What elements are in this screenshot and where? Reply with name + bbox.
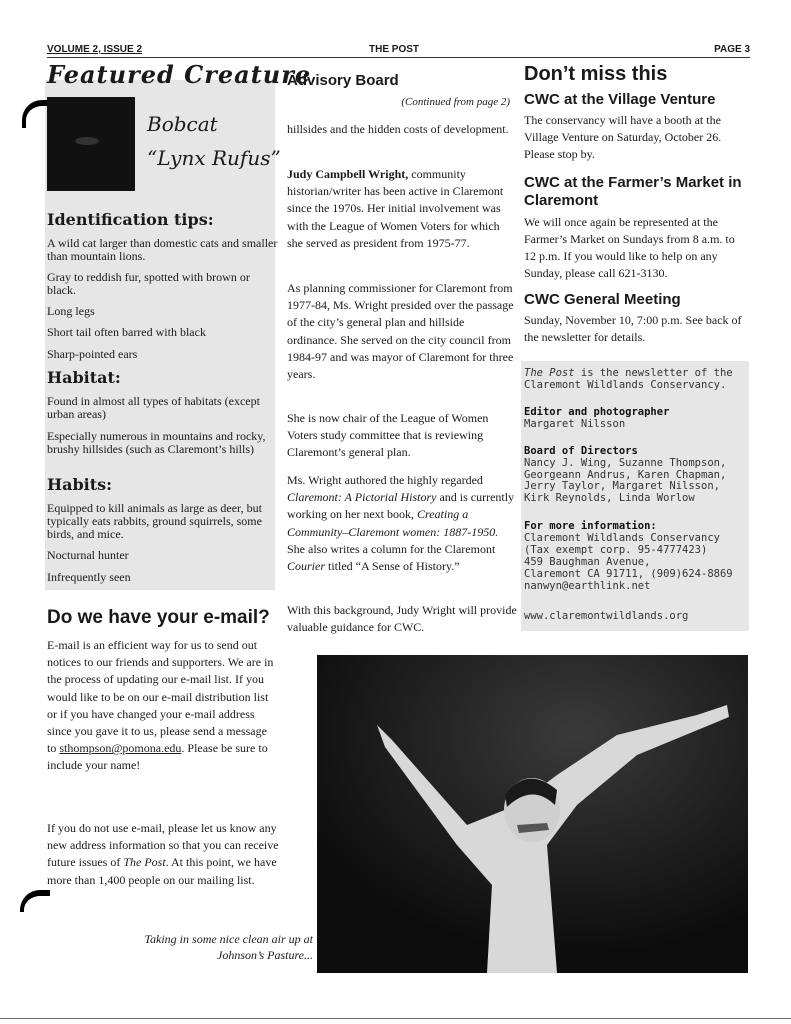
book-title: Creating a Community–Claremont women: 1887-1950.	[287, 507, 499, 539]
habits-item: Infrequently seen	[47, 570, 131, 584]
farmers-market-heading: CWC at the Farmer’s Market in Claremont	[524, 174, 742, 209]
email-heading: Do we have your e-mail?	[47, 607, 270, 628]
email-paragraph-1	[47, 637, 279, 775]
advisory-text: She also writes a column for the Claremont	[287, 541, 496, 556]
identification-heading: Identification tips:	[47, 210, 214, 229]
featured-animal-name: Bobcat	[147, 112, 218, 136]
info-line: Claremont Wildlands Conservancy	[524, 532, 720, 544]
habits-heading: Habits:	[47, 475, 113, 494]
habits-item: Nocturnal hunter	[47, 548, 129, 562]
info-line: (Tax exempt corp. 95-4777423)	[524, 544, 708, 556]
header-rule	[47, 57, 750, 58]
volume-issue: VOLUME 2, ISSUE 2	[47, 44, 143, 55]
advisory-paragraph	[287, 472, 517, 575]
identification-tip: Gray to reddish fur, spotted with brown or black.	[47, 270, 250, 297]
email-link[interactable]: sthompson@pomona.edu	[59, 741, 182, 756]
farmers-market-text: We will once again be represented at the Farmer’s Market on Sundays from 8 a.m. to 12 p.m. If you would like to help on any Sunday, please call 621-3130.	[524, 215, 735, 280]
editor-name: Margaret Nilsson	[524, 418, 626, 430]
advisory-paragraph	[287, 166, 517, 252]
publication-name: Courier	[287, 559, 326, 574]
advisory-paragraph: With this background, Judy Wright will provide valuable guidance for CWC.	[287, 603, 517, 635]
swash-decoration-icon	[22, 100, 48, 128]
page-number: PAGE 3	[714, 44, 750, 55]
advisory-paragraph: She is now chair of the League of Women Voters study committee that is reviewing Claremont’s general plan.	[287, 411, 489, 460]
person-arms-outstretched-photo-icon	[317, 655, 748, 973]
habitat-item: Found in almost all types of habitats (except urban areas)	[47, 394, 260, 421]
identification-tip: Short tail often barred with black	[47, 325, 206, 339]
advisory-paragraph: hillsides and the hidden costs of development.	[287, 122, 509, 136]
masthead-intro	[524, 368, 746, 391]
identification-tip: Long legs	[47, 304, 95, 318]
person-name: Judy Campbell Wright,	[287, 167, 409, 181]
website-link[interactable]: www.claremontwildlands.org	[524, 610, 689, 622]
swash-decoration-icon	[20, 890, 50, 912]
general-meeting-heading: CWC General Meeting	[524, 291, 681, 308]
newsletter-title: THE POST	[369, 44, 420, 55]
advisory-text: titled “A Sense of History.”	[325, 559, 460, 574]
email-text: . At this point, we have more than 1,400 people on our mailing list.	[47, 855, 277, 887]
continued-note: (Continued from page 2)	[401, 96, 510, 108]
habitat-heading: Habitat:	[47, 368, 121, 387]
board-label: Board of Directors	[524, 445, 638, 457]
newsletter-name: The Post	[123, 855, 166, 870]
email-text: . Please be sure to include your name!	[47, 741, 268, 773]
advisory-board-heading: Advisory Board	[287, 72, 399, 89]
identification-tip: Sharp-pointed ears	[47, 347, 138, 361]
featured-animal-latin: “Lynx Rufus”	[147, 146, 281, 170]
footer-rule	[0, 1018, 791, 1019]
bobcat-photo-icon	[47, 97, 135, 191]
advisory-text: Ms. Wright authored the highly regarded	[287, 473, 483, 487]
advisory-text: community historian/writer has been active in Claremont since the 1970s. Her initial involvement was with the League of Women Voters for which she served as president from 1975-77.	[287, 167, 504, 250]
page-header	[47, 44, 750, 58]
masthead-text: is the newsletter of the Claremont Wildlands Conservancy.	[524, 367, 733, 391]
habits-item: Equipped to kill animals as large as deer, but typically eats rabbits, ground squirrels, some birds, and mice.	[47, 501, 262, 541]
photo-figure-icon	[317, 655, 748, 973]
dont-miss-heading: Don’t miss this	[524, 63, 668, 85]
editor-label: Editor and photographer	[524, 406, 670, 418]
info-email[interactable]: nanwyn@earthlink.net	[524, 580, 651, 592]
newsletter-name: The Post	[524, 367, 575, 379]
village-venture-text: The conservancy will have a booth at the Village Venture on Saturday, October 26. Please stop by.	[524, 113, 722, 161]
photo-caption: Taking in some nice clean air up at Johnson’s Pasture...	[144, 932, 313, 962]
board-names: Nancy J. Wing, Suzanne Thompson, Georgeann Andrus, Karen Chapman, Jerry Taylor, Margaret Nilsson, Kirk Reynolds, Linda Worlow	[524, 457, 727, 504]
info-line: 459 Baughman Avenue,	[524, 556, 651, 568]
email-text: E-mail is an efficient way for us to send out notices to our friends and supporters. We are in the process of updating our e-mail list. If you would like to be on our e-mail distribution list or if you have changed your e-mail address since you gave it to us, please send a message to	[47, 638, 274, 756]
book-title: Claremont: A Pictorial History	[287, 490, 437, 505]
info-line: Claremont CA 91711, (909)624-8869	[524, 568, 733, 580]
village-venture-heading: CWC at the Village Venture	[524, 91, 716, 108]
info-label: For more information:	[524, 520, 657, 532]
habitat-item: Especially numerous in mountains and rocky, brushy hillsides (such as Claremont’s hills)	[47, 429, 266, 456]
bobcat-eye-icon	[75, 137, 99, 145]
identification-tip: A wild cat larger than domestic cats and smaller than mountain lions.	[47, 236, 278, 263]
advisory-paragraph: As planning commissioner for Claremont from 1977-84, Ms. Wright presided over the passage of the city’s general plan and hillside ordinance. She served on the city council from 1984-97 and was mayor of Claremont for three years.	[287, 281, 514, 382]
general-meeting-text: Sunday, November 10, 7:00 p.m. See back of the newsletter for details.	[524, 313, 742, 344]
email-paragraph-2	[47, 820, 279, 889]
advisory-text: and is currently working on her next book,	[287, 490, 515, 522]
email-text: If you do not use e-mail, please let us know any new address information so that you can receive future issues of	[47, 821, 279, 870]
featured-creature-heading: Featured Creature	[47, 60, 312, 89]
